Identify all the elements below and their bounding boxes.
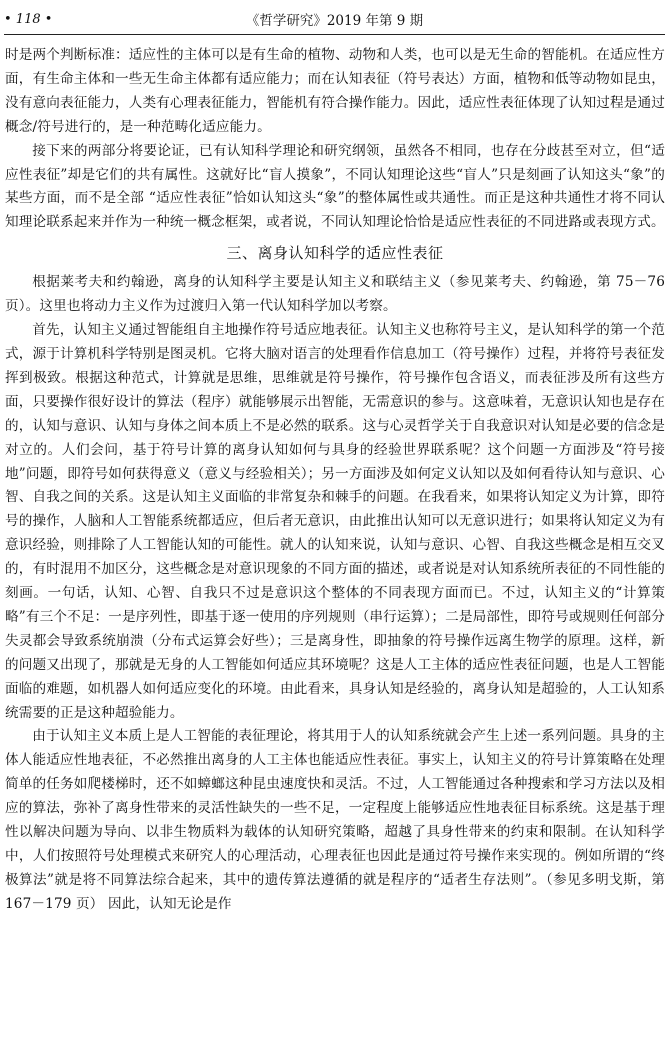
page-header — [4, 4, 665, 35]
paragraph: 由于认知主义本质上是人工智能的表征理论，将其用于人的认知系统就会产生上述一系列问题。具身的主体人能适应性地表征，不必然推出离身的人工主体也能适应性表征。事实上，认知主义的符号计算策略在处理简单的任务如爬楼梯时，还不如蟑螂这种昆虫速度快和灵活。不过，人工智能通过各种搜索和学习方法以及相应的算法，弥补了离身性带来的灵活性缺失的一些不足，一定程度上能够适应性地表征目标系统。这是基于理性以解决问题为导向、以非生物质料为载体的认知研究策略，超越了具身性带来的约束和限制。在认知科学中，人们按照符号处理模式来研究人的心理活动，心理表征也因此是通过符号操作来实现的。例如所谓的“终极算法”就是将不同算法综合起来，其中的遗传算法遵循的就是程序的“适者生存法则”。（参见多明戈斯，第 167－179 页） 因此，认知无论是作 — [5, 728, 665, 912]
paragraph: 根据莱考夫和约翰逊，离身的认知科学主要是认知主义和联结主义（参见莱考夫、约翰逊，第 75－76 页）。这里也将动力主义作为过渡归入第一代认知科学加以考察。 — [5, 274, 665, 315]
journal-title: 《哲学研究》2019 年第 9 期 — [245, 13, 424, 29]
article-body — [5, 44, 665, 917]
paragraph: 首先，认知主义通过智能组自主地操作符号适应地表征。认知主义也称符号主义，是认知科学的第一个范式，源于计算机科学特别是图灵机。它将大脑对语言的处理看作信息加工（符号操作）过程，并将符号表征发挥到极致。根据这种范式，计算就是思维，思维就是符号操作，符号操作包含语义，而表征涉及所有这些方面，只要操作很好设计的算法（程序）就能够展示出智能，无需意识的参与。这意味着，无意识认知也是存在的，认知与意识、认知与身体之间本质上不是必然的联系。这与心灵哲学关于自我意识对认知是必要的信念是对立的。人们会问，基于符号计算的离身认知如何与具身的经验世界联系呢？这个问题一方面涉及“符号接地”问题，即符号如何获得意义（意义与经验相关）；另一方面涉及如何定义认知以及如何看待认知与意识、心智、自我之间的关系。这是认知主义面临的非常复杂和棘手的问题。在我看来，如果将认知定义为计算，即符号的操作，人脑和人工智能系统都适应，但后者无意识，由此推出认知可以无意识进行；如果将认知定义为有意识经验，则排除了人工智能认知的可能性。就人的认知来说，认知与意识、心智、自我这些概念是相互交叉的，有时混用不加区分，这些概念是对意识现象的不同方面的描述，或者说是对认知系统所表征的不同性能的刻画。一句话，认知、心智、自我只不过是意识这个整体的不同表现方面而已。不过，认知主义的“计算策略”有三个不足：一是序列性，即基于逐一使用的序列规则（串行运算）；二是局部性，即符号或规则任何部分失灵都会导致系统崩溃（分布式运算会好些）；三是离身性，即抽象的符号操作远离生物学的原理。这样，新的问题又出现了，那就是无身的人工智能如何适应其环境呢？这是人工主体的适应性表征问题，也是人工智能面临的难题，如机器人如何适应变化的环境。由此看来，具身认知是经验的，离身认知是超验的，人工认知系统需要的正是这种超验能力。 — [5, 322, 665, 721]
page-number: • 118 • — [4, 11, 53, 27]
paragraph-continued: 时是两个判断标准：适应性的主体可以是有生命的植物、动物和人类，也可以是无生命的智能机。在适应性方面，有生命主体和一些无生命主体都有适应能力；而在认知表征（符号表达）方面，植物和低等动物如昆虫，没有意向表征能力，人类有心理表征能力，智能机有符合操作能力。因此，适应性表征体现了认知过程是通过概念/符号进行的，是一种范畴化适应能力。 — [5, 47, 665, 135]
paragraph: 接下来的两部分将要论证，已有认知科学理论和研究纲领，虽然各不相同，也存在分歧甚至对立，但“适应性表征”却是它们的共有属性。这就好比“盲人摸象”，不同认知理论这些“盲人”只是刻画了认知这头“象”的某些方面，而不是全部 “适应性表征”恰如认知这头“象”的整体属性或共通性。而正是这种共通性才将不同认知理论联系起来并作为一种统一概念框架，或者说，不同认知理论恰恰是适应性表征的不同进路或表现方式。 — [5, 142, 665, 231]
section-heading: 三、离身认知科学的适应性表征 — [226, 244, 444, 263]
